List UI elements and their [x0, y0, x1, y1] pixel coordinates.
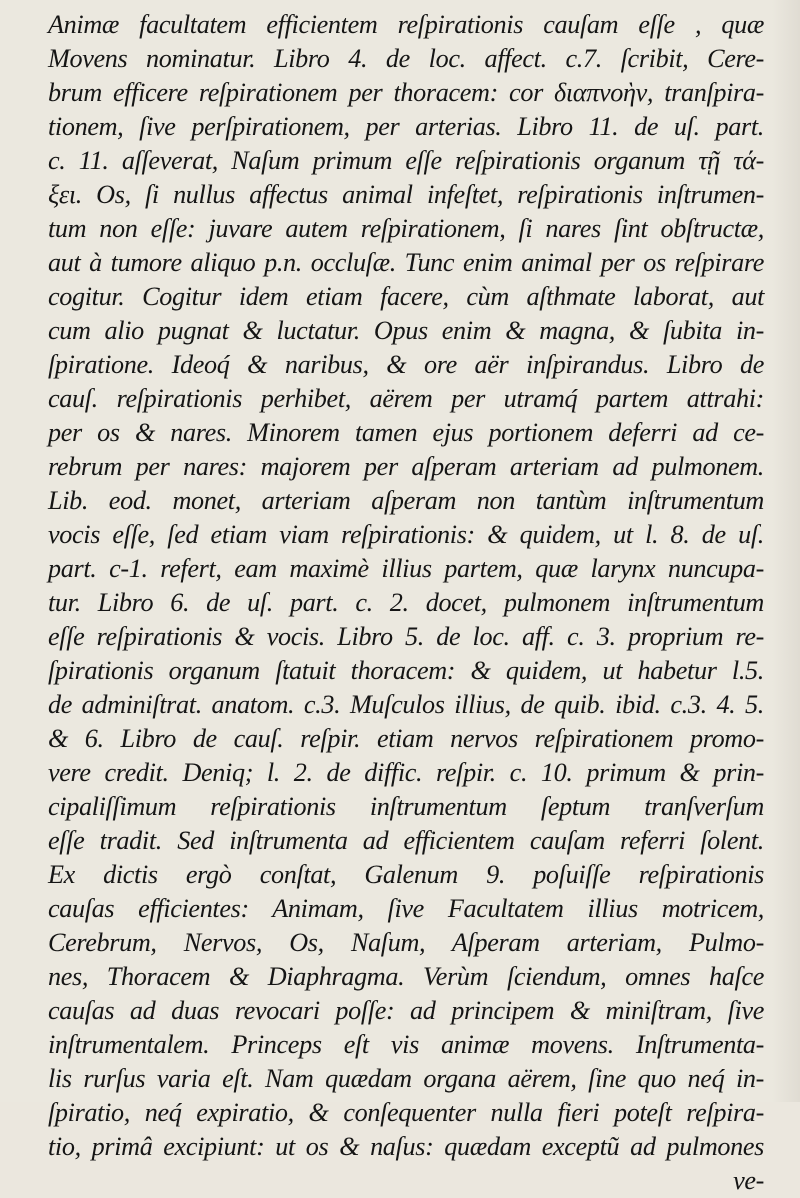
- text-line: de adminiſtrat. anatom. c.3. Muſculos illius, de quib. ibid. c.3. 4. 5.: [48, 690, 764, 719]
- text-line: part. c-1. refert, eam maximè illius partem, quæ larynx nuncupa-: [48, 554, 764, 583]
- text-line: Movens nominatur. Libro 4. de loc. affect. c.7. ſcribit, Cere-: [48, 44, 764, 73]
- text-line: tionem, ſive perſpirationem, per arterias. Libro 11. de uſ. part.: [48, 112, 764, 141]
- text-line: tio, primâ excipiunt: ut os & naſus: quædam exceptũ ad pulmones: [48, 1132, 764, 1161]
- text-line: cauſ. reſpirationis perhibet, aërem per utramq́ partem attrahi:: [48, 384, 764, 413]
- text-line: rebrum per nares: majorem per aſperam arteriam ad pulmonem.: [48, 452, 764, 481]
- text-line: aut à tumore aliquo p.n. occluſæ. Tunc enim animal per os reſpirare: [48, 248, 764, 277]
- text-line: ſpiratio, neq́ expiratio, & conſequenter nulla fieri poteſt reſpira-: [48, 1098, 764, 1127]
- text-line: cum alio pugnat & luctatur. Opus enim & magna, & ſubita in-: [48, 316, 764, 345]
- text-line: ſpirationis organum ſtatuit thoracem: & quidem, ut habetur l.5.: [48, 656, 764, 685]
- text-line: tum non eſſe: juvare autem reſpirationem, ſi nares ſint obſtructæ,: [48, 214, 764, 243]
- text-line: cogitur. Cogitur idem etiam facere, cùm aſthmate laborat, aut: [48, 282, 764, 311]
- text-line: Ex dictis ergò conſtat, Galenum 9. poſuiſſe reſpirationis: [48, 860, 764, 889]
- text-line: per os & nares. Minorem tamen ejus portionem deferri ad ce-: [48, 418, 764, 447]
- text-line: tur. Libro 6. de uſ. part. c. 2. docet, pulmonem inſtrumentum: [48, 588, 764, 617]
- text-line: eſſe tradit. Sed inſtrumenta ad efficientem cauſam referri ſolent.: [48, 826, 764, 855]
- text-line: brum efficere reſpirationem per thoracem: cor διαπνοὴν, tranſpira-: [48, 78, 764, 107]
- text-line: inſtrumentalem. Princeps eſt vis animæ movens. Inſtrumenta-: [48, 1030, 764, 1059]
- text-line: lis rurſus varia eſt. Nam quædam organa aërem, ſine quo neq́ in-: [48, 1064, 764, 1093]
- text-line: Animæ facultatem efficientem reſpirationis cauſam eſſe , quæ: [48, 10, 764, 39]
- text-line: ξει. Os, ſi nullus affectus animal infeſtet, reſpirationis inſtrumen-: [48, 180, 764, 209]
- text-line: nes, Thoracem & Diaphragma. Verùm ſciendum, omnes haſce: [48, 962, 764, 991]
- text-line: & 6. Libro de cauſ. reſpir. etiam nervos reſpirationem promo-: [48, 724, 764, 753]
- text-line: vocis eſſe, ſed etiam viam reſpirationis: & quidem, ut l. 8. de uſ.: [48, 520, 764, 549]
- body-text: [48, 8, 764, 1198]
- text-line: Lib. eod. monet, arteriam aſperam non tantùm inſtrumentum: [48, 486, 764, 515]
- text-line: cauſas efficientes: Animam, ſive Facultatem illius motricem,: [48, 894, 764, 923]
- text-line: c. 11. aſſeverat, Naſum primum eſſe reſpirationis organum τῇ τά-: [48, 146, 764, 175]
- text-line: cipaliſſimum reſpirationis inſtrumentum ſeptum tranſverſum: [48, 792, 764, 821]
- text-line: vere credit. Deniq; l. 2. de diffic. reſpir. c. 10. primum & prin-: [48, 758, 764, 787]
- text-line: eſſe reſpirationis & vocis. Libro 5. de loc. aff. c. 3. proprium re-: [48, 622, 764, 651]
- text-line: cauſas ad duas revocari poſſe: ad principem & miniſtram, ſive: [48, 996, 764, 1025]
- text-line: ſpiratione. Ideoq́ & naribus, & ore aër inſpirandus. Libro de: [48, 350, 764, 379]
- text-line: Cerebrum, Nervos, Os, Naſum, Aſperam arteriam, Pulmo-: [48, 928, 764, 957]
- catchword: ve-: [733, 1166, 764, 1195]
